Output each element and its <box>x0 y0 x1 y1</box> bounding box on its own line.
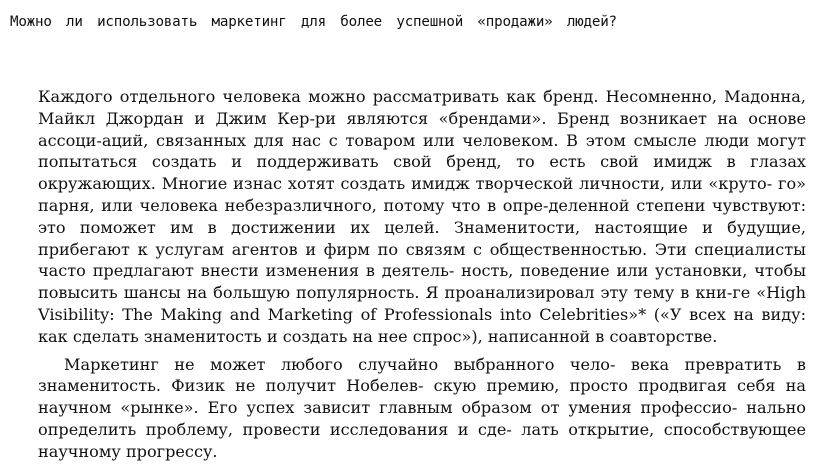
document-body <box>38 86 806 469</box>
paragraph-brand: Каждого отдельного человека можно рассматривать как бренд. Несомненно, Мадонна, Майкл Джордан и Джим Кер-ри являются «брендами». Бренд возникает на основе ассоци-аций, связанных для нас с товаром или человеком. В этом смысле люди могут попытаться создать и поддерживать свой бренд, то есть свой имидж в глазах окружающих. Многие изнас хотят создать имидж творческой личности, или «круто- го» парня, или человека небезразличного, потому что в опре-деленной степени чувствуют: это поможет им в достижении их целей. Знаменитости, настоящие и будущие, прибегают к услугам агентов и фирм по связям с общественностью. Эти специалисты часто предлагают внести изменения в деятель- ность, поведение или установки, чтобы повысить шансы на большую популярность. Я проанализировал эту тему в кни-ге «High Visibility: The Making and Marketing of Professionals into Celebrities»* («У всех на виду: как сделать знаменитость и создать на нее спрос»), написанной в соавторстве. <box>38 87 806 346</box>
page-heading: Можно ли использовать маркетинг для более успешной «продажи» людей? <box>10 14 617 30</box>
paragraph-marketing-limits: Маркетинг не может любого случайно выбранного чело- века превратить в знаменитость. Физик не получит Нобелев- скую премию, просто продвигая себя на научном «рынке». Его успех зависит главным образом от умения профессио- нально определить проблему, провести исследования и сде- лать открытие, способствующее научному прогрессу. <box>38 354 806 461</box>
